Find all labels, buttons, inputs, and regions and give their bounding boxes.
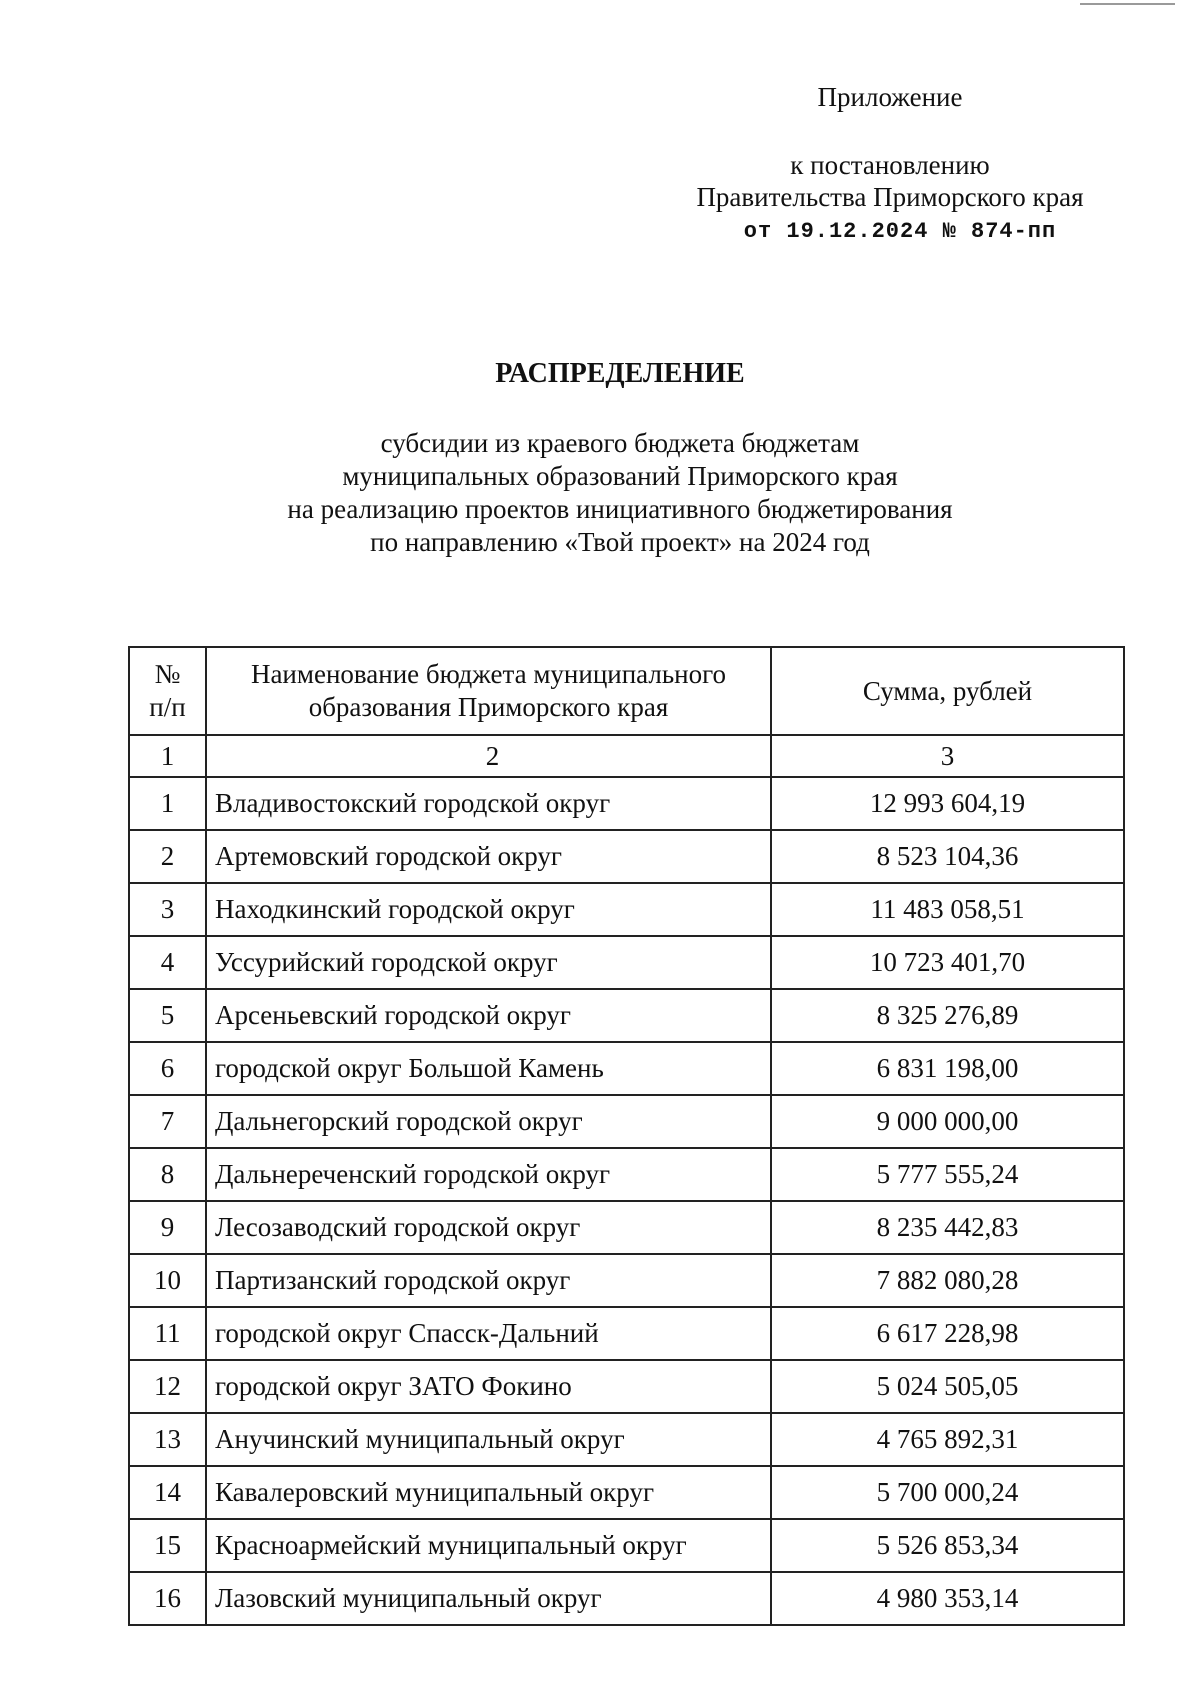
header-cell-sum: Сумма, рублей — [771, 647, 1124, 735]
table-row — [129, 777, 1124, 830]
table-row — [129, 1572, 1124, 1625]
subsidy-sum-cell: 12 993 604,19 — [771, 777, 1124, 830]
column-numbers-row — [129, 735, 1124, 777]
table-row — [129, 1413, 1124, 1466]
row-number-cell: 16 — [129, 1572, 206, 1625]
appendix-date-number-stamp: от 19.12.2024 № 874-пп — [743, 219, 1057, 244]
municipality-name-cell: Анучинский муниципальный округ — [206, 1413, 771, 1466]
appendix-government-line: Правительства Приморского края — [696, 182, 1084, 212]
row-number-cell: 12 — [129, 1360, 206, 1413]
row-number-cell: 9 — [129, 1201, 206, 1254]
municipality-name-cell: Кавалеровский муниципальный округ — [206, 1466, 771, 1519]
column-number-cell: 1 — [129, 735, 206, 777]
municipality-name-cell: Владивостокский городской округ — [206, 777, 771, 830]
municipality-name-cell: Дальнереченский городской округ — [206, 1148, 771, 1201]
municipality-name-cell: Лазовский муниципальный округ — [206, 1572, 771, 1625]
header-name-line2: образования Приморского края — [308, 692, 669, 722]
municipality-name-cell: городской округ Большой Камень — [206, 1042, 771, 1095]
row-number-cell: 6 — [129, 1042, 206, 1095]
municipality-name-cell: городской округ Спасск-Дальний — [206, 1307, 771, 1360]
row-number-cell: 3 — [129, 883, 206, 936]
appendix-resolution-line: к постановлению — [790, 150, 990, 180]
subsidy-sum-cell: 4 765 892,31 — [771, 1413, 1124, 1466]
table-row — [129, 1519, 1124, 1572]
row-number-cell: 1 — [129, 777, 206, 830]
table-row — [129, 830, 1124, 883]
document-subtitle-line: на реализацию проектов инициативного бюджетирования — [287, 494, 953, 524]
row-number-cell: 2 — [129, 830, 206, 883]
distribution-table — [128, 646, 1125, 1626]
table-header-row — [129, 647, 1124, 735]
subsidy-sum-cell: 6 617 228,98 — [771, 1307, 1124, 1360]
subsidy-sum-cell: 10 723 401,70 — [771, 936, 1124, 989]
row-number-cell: 11 — [129, 1307, 206, 1360]
subsidy-sum-cell: 9 000 000,00 — [771, 1095, 1124, 1148]
subsidy-sum-cell: 8 235 442,83 — [771, 1201, 1124, 1254]
row-number-cell: 8 — [129, 1148, 206, 1201]
table-row — [129, 1201, 1124, 1254]
subsidy-sum-cell: 8 523 104,36 — [771, 830, 1124, 883]
municipality-name-cell: городской округ ЗАТО Фокино — [206, 1360, 771, 1413]
document-title: РАСПРЕДЕЛЕНИЕ — [495, 358, 745, 389]
subsidy-sum-cell: 5 777 555,24 — [771, 1148, 1124, 1201]
document-subtitle-line: муниципальных образований Приморского края — [342, 461, 898, 491]
subsidy-sum-cell: 5 700 000,24 — [771, 1466, 1124, 1519]
municipality-name-cell: Лесозаводский городской округ — [206, 1201, 771, 1254]
municipality-name-cell: Артемовский городской округ — [206, 830, 771, 883]
table-row — [129, 883, 1124, 936]
municipality-name-cell: Уссурийский городской округ — [206, 936, 771, 989]
municipality-name-cell: Партизанский городской округ — [206, 1254, 771, 1307]
municipality-name-cell: Арсеньевский городской округ — [206, 989, 771, 1042]
header-name-line1: Наименование бюджета муниципального — [250, 659, 727, 689]
header-cell-name — [206, 647, 771, 735]
subsidy-sum-cell: 4 980 353,14 — [771, 1572, 1124, 1625]
subsidy-sum-cell: 8 325 276,89 — [771, 989, 1124, 1042]
municipality-name-cell: Дальнегорский городской округ — [206, 1095, 771, 1148]
appendix-title: Приложение — [817, 82, 963, 112]
subsidy-sum-cell: 6 831 198,00 — [771, 1042, 1124, 1095]
header-number-symbol: № — [154, 659, 181, 689]
column-number-cell: 3 — [771, 735, 1124, 777]
document-subtitle-line: по направлению «Твой проект» на 2024 год — [370, 527, 870, 557]
subsidy-sum-cell: 7 882 080,28 — [771, 1254, 1124, 1307]
scan-edge-mark — [1080, 3, 1175, 5]
table-row — [129, 1360, 1124, 1413]
table-row — [129, 1042, 1124, 1095]
subsidy-sum-cell: 5 024 505,05 — [771, 1360, 1124, 1413]
row-number-cell: 7 — [129, 1095, 206, 1148]
document-subtitle-line: субсидии из краевого бюджета бюджетам — [380, 428, 860, 458]
municipality-name-cell: Находкинский городской округ — [206, 883, 771, 936]
header-number-abbrev: п/п — [149, 692, 186, 722]
table-row — [129, 1254, 1124, 1307]
row-number-cell: 14 — [129, 1466, 206, 1519]
table-row — [129, 1307, 1124, 1360]
row-number-cell: 15 — [129, 1519, 206, 1572]
table-row — [129, 1466, 1124, 1519]
table-row — [129, 1148, 1124, 1201]
row-number-cell: 10 — [129, 1254, 206, 1307]
table-row — [129, 1095, 1124, 1148]
row-number-cell: 13 — [129, 1413, 206, 1466]
header-cell-number — [129, 647, 206, 735]
row-number-cell: 4 — [129, 936, 206, 989]
column-number-cell: 2 — [206, 735, 771, 777]
table-row — [129, 936, 1124, 989]
distribution-table-body — [129, 647, 1124, 1625]
table-row — [129, 989, 1124, 1042]
subsidy-sum-cell: 5 526 853,34 — [771, 1519, 1124, 1572]
subsidy-sum-cell: 11 483 058,51 — [771, 883, 1124, 936]
municipality-name-cell: Красноармейский муниципальный округ — [206, 1519, 771, 1572]
row-number-cell: 5 — [129, 989, 206, 1042]
